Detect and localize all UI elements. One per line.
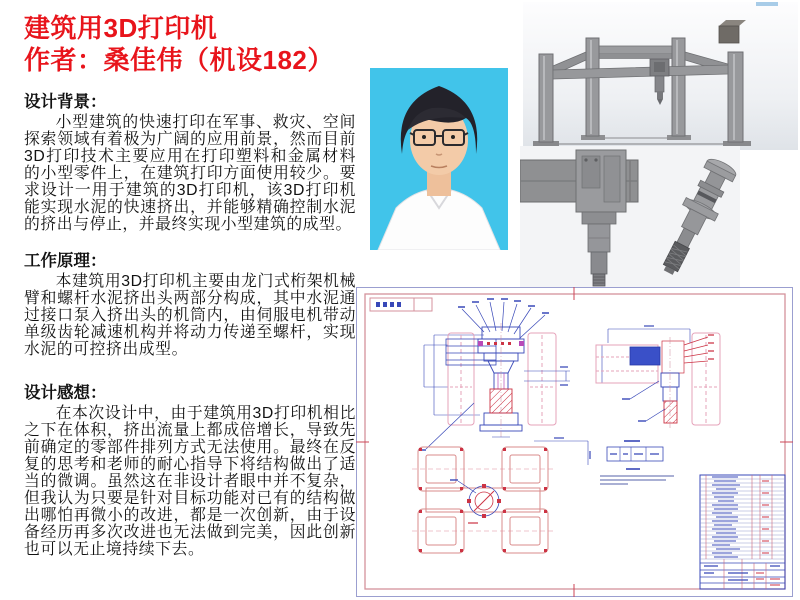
screw-part-render xyxy=(650,146,740,296)
assembly-drawing xyxy=(356,287,793,597)
author-photo xyxy=(370,68,508,250)
section-heading: 设计背景： xyxy=(24,93,107,111)
section-working-principle xyxy=(24,247,356,358)
section-design-reflection xyxy=(24,379,356,558)
title-line-1: 建筑用3D打印机 xyxy=(24,13,218,43)
extruder-closeup-render xyxy=(520,146,660,288)
gantry-frame-image xyxy=(523,2,798,150)
gantry-frame-render xyxy=(523,2,798,150)
cad-ui-fragment xyxy=(756,2,778,6)
section-design-background xyxy=(24,88,356,233)
section-heading: 工作原理： xyxy=(24,252,107,270)
page-title xyxy=(24,12,356,76)
section-body: 小型建筑的快速打印在军事、救灾、空间探索领域有着极为广阔的应用前景，然而目前3D打印技术主要应用在打印塑料和金属材料的小型零件上，在建筑打印方面使用较少。要求设计一用于建筑的3D打印机，该3D打印机能实现水泥的快速挤出，并能够精确控制水泥的挤出与停止，并最终实现小型建筑的成型。 xyxy=(24,114,356,233)
section-body: 本建筑用3D打印机主要由龙门式桁架机械臂和螺杆水泥挤出头两部分构成，其中水泥通过接口泵入挤出头的机筒内，由伺服电机带动单级齿轮减速机构并将动力传递至螺杆，实现水泥的可控挤出成型。 xyxy=(24,273,356,358)
left-text-column xyxy=(24,12,356,558)
section-heading: 设计感想： xyxy=(24,384,107,402)
title-line-2: 作者：桑佳伟（机设182） xyxy=(24,45,334,75)
assembly-drawing-image xyxy=(356,287,793,597)
author-photo-image xyxy=(370,68,508,250)
section-body: 在本次设计中，由于建筑用3D打印机相比之下在体积，挤出流量上都成倍增长，导致先前确定的零部件排列方式无法使用。最终在反复的思考和老师的耐心指导下将结构做出了适当的微调。虽然这在非设计者眼中并不复杂，但我认为只要是针对目标功能对已有的结构做出哪怕再微小的改进，都是一次创新，由于设备经历再多次改进也无法做到完美，因此创新也可以无止境持续下去。 xyxy=(24,405,356,558)
extruder-closeup-image xyxy=(520,146,660,288)
thread-lines xyxy=(593,274,605,286)
screw-part-image xyxy=(650,146,740,296)
screw-hatch-side xyxy=(664,401,677,423)
motor-section-fill xyxy=(630,347,660,365)
